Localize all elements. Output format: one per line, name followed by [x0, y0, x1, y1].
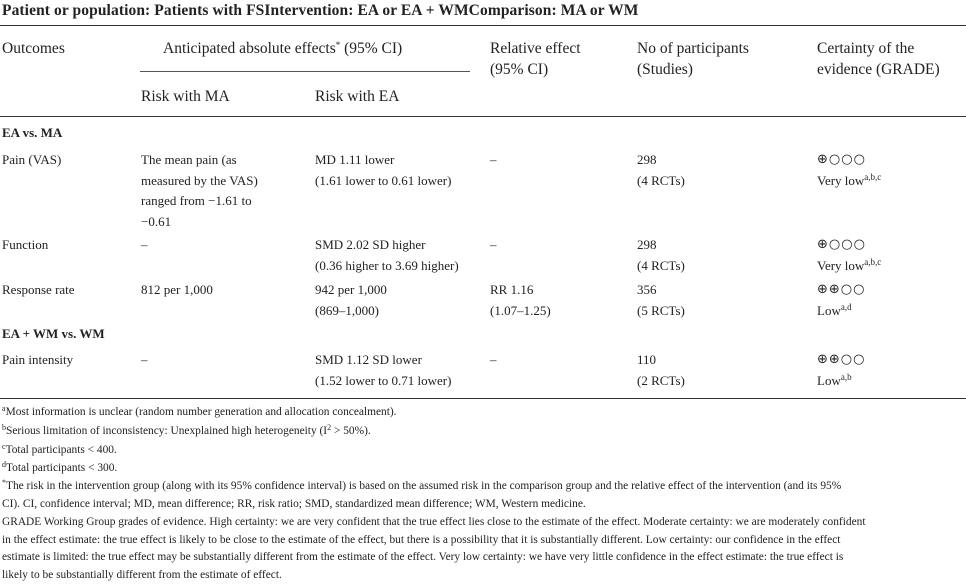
row-2-risk-ea-line: (869–1,000) — [315, 302, 379, 318]
row-1-risk-ma: – — [141, 237, 148, 252]
footnote-a-text: Most information is unclear (random number generation and allocation concealment). — [5, 406, 397, 418]
certainty-rating-icons: ⊕⊕○○ — [817, 282, 866, 297]
header-relative-effect — [490, 38, 581, 80]
row-0-risk-ea — [315, 150, 451, 191]
row-1-risk-ea — [315, 235, 459, 276]
row-0-risk-ea-line: (1.61 lower to 0.61 lower) — [315, 172, 452, 188]
row-0-outcome: Pain (VAS) — [2, 152, 62, 167]
row-3-certainty-sup: a,b — [840, 371, 852, 382]
footnote-d-mark: d — [2, 460, 6, 469]
row-3-participants — [637, 350, 685, 391]
header-risk-ma: Risk with MA — [141, 88, 230, 105]
footnote-grade-line: estimate is limited: the true effect may be substantially different from the estimate of the effect. Very low certainty: we have very little confidence in the effect estimate: the true effect is — [2, 551, 844, 563]
footnote-b-mark: b — [2, 423, 6, 432]
footnote-grade-line: likely to be substantially different from the estimate of effect. — [2, 568, 282, 581]
row-3-certainty-label: Low — [817, 372, 841, 388]
row-3-relative: – — [490, 352, 497, 367]
row-0-certainty-label: Very low — [817, 172, 865, 188]
footnote-c-mark: c — [2, 442, 6, 451]
footnote-grade-line: GRADE Working Group grades of evidence. High certainty: we are very confident that the true effect lies close to the estimate of the effect. Moderate certainty: we are moderately confident — [2, 516, 866, 528]
table-caption: Patient or population: Patients with FSIntervention: EA or EA + WMComparison: MA or WM — [2, 2, 639, 19]
footnote-b-text-sup: 2 — [327, 423, 332, 432]
row-0-participants — [637, 150, 685, 191]
row-1-risk-ea-line: (0.36 higher to 3.69 higher) — [315, 257, 459, 273]
row-2-risk-ma: 812 per 1,000 — [141, 282, 213, 297]
row-0-relative: – — [490, 152, 497, 167]
header-group-rule — [140, 71, 470, 72]
row-1-outcome: Function — [2, 237, 49, 252]
row-0-risk-ma-line: ranged from −1.61 to — [141, 193, 252, 208]
row-0-participants-studies: (4 RCTs) — [637, 172, 685, 188]
row-1-relative: – — [490, 237, 497, 252]
footnote-b-text-1: Serious limitation of inconsistency: Unexplained high heterogeneity (I — [6, 425, 328, 437]
section-ea-vs-ma: EA vs. MA — [2, 125, 63, 140]
row-3-participants-count: 110 — [637, 352, 657, 367]
header-relative-line1: Relative effect — [490, 40, 581, 57]
table-bottom-rule — [0, 398, 966, 399]
footnote-d-text: Total participants < 300. — [6, 462, 118, 474]
header-participants-line2: (Studies) — [637, 61, 693, 78]
footnote-c — [2, 442, 964, 460]
row-3-risk-ea — [315, 350, 451, 391]
row-0-risk-ma — [141, 150, 258, 232]
row-0-participants-count: 298 — [637, 152, 657, 167]
row-2-participants-count: 356 — [637, 282, 657, 297]
row-3-certainty — [817, 350, 865, 391]
footnote-a-mark: a — [2, 404, 6, 413]
row-2-relative-line: RR 1.16 — [490, 282, 534, 297]
row-3-certainty-label-line — [817, 371, 865, 392]
header-participants-line1: No of participants — [637, 40, 749, 57]
row-3-risk-ma: – — [141, 352, 148, 367]
header-anticipated-text: Anticipated absolute effects — [163, 40, 336, 57]
row-0-certainty — [817, 150, 881, 191]
header-relative-line2: (95% CI) — [490, 61, 549, 78]
row-0-risk-ma-line: measured by the VAS) — [141, 172, 258, 188]
footnote-star-line1 — [2, 478, 964, 496]
row-2-relative — [490, 280, 551, 321]
row-1-certainty-label-line — [817, 256, 881, 277]
header-participants — [637, 38, 749, 80]
footnote-star — [2, 478, 964, 513]
footnote-star-mark: * — [2, 478, 6, 487]
header-bottom-rule — [0, 116, 966, 117]
row-3-risk-ea-line: SMD 1.12 SD lower — [315, 352, 422, 367]
row-2-certainty — [817, 280, 865, 321]
row-0-risk-ma-line: −0.61 — [141, 213, 172, 229]
row-0-certainty-label-line — [817, 171, 881, 192]
row-1-participants-studies: (4 RCTs) — [637, 257, 685, 273]
footnote-d — [2, 460, 964, 478]
row-2-participants — [637, 280, 685, 321]
row-1-certainty-label: Very low — [817, 257, 865, 273]
footnote-a — [2, 404, 964, 422]
footnote-c-text: Total participants < 400. — [5, 444, 117, 456]
row-2-risk-ea — [315, 280, 387, 321]
certainty-rating-icons: ⊕○○○ — [817, 237, 866, 252]
row-3-participants-studies: (2 RCTs) — [637, 372, 685, 388]
row-0-risk-ma-line: The mean pain (as — [141, 152, 237, 167]
footnote-grade-line: in the effect estimate: the true effect is likely to be close to the estimate of the effect, but there is a possibility that it is substantially different. Low certainty: our confidence in the effect — [2, 533, 841, 546]
header-certainty — [817, 38, 940, 80]
header-certainty-line1: Certainty of the — [817, 40, 915, 57]
row-3-outcome: Pain intensity — [2, 352, 74, 367]
top-rule — [0, 25, 966, 26]
row-1-certainty-sup: a,b,c — [864, 256, 882, 267]
header-anticipated-ci: (95% CI) — [340, 40, 403, 57]
row-2-risk-ea-line: 942 per 1,000 — [315, 282, 387, 297]
row-2-participants-studies: (5 RCTs) — [637, 302, 685, 318]
row-2-relative-line: (1.07–1.25) — [490, 302, 551, 318]
header-anticipated-sup: * — [335, 40, 341, 50]
header-anticipated-effects — [163, 38, 402, 59]
row-2-outcome: Response rate — [2, 282, 75, 297]
row-0-certainty-sup: a,b,c — [864, 171, 882, 182]
footnote-b-text-2: > 50%). — [331, 425, 371, 437]
row-2-certainty-sup: a,d — [840, 301, 852, 312]
footnote-grade — [2, 514, 964, 584]
section-ea-wm-vs-wm: EA + WM vs. WM — [2, 326, 105, 341]
footnote-b — [2, 423, 964, 441]
row-2-certainty-label: Low — [817, 302, 841, 318]
footnote-star-line2: CI). CI, confidence interval; MD, mean difference; RR, risk ratio; SMD, standardized mean difference; WM, Western medicine. — [2, 497, 586, 510]
header-outcomes: Outcomes — [2, 40, 65, 57]
row-2-certainty-label-line — [817, 301, 865, 322]
row-0-risk-ea-line: MD 1.11 lower — [315, 152, 395, 167]
row-3-risk-ea-line: (1.52 lower to 0.71 lower) — [315, 372, 452, 388]
row-1-certainty — [817, 235, 881, 276]
row-1-risk-ea-line: SMD 2.02 SD higher — [315, 237, 426, 252]
footnote-star-text-1: The risk in the intervention group (along with its 95% confidence interval) is based on the assumed risk in the comparison group and the relative effect of the intervention (and its 95% — [6, 480, 842, 492]
row-1-participants — [637, 235, 685, 276]
header-certainty-line2: evidence (GRADE) — [817, 61, 940, 78]
row-1-participants-count: 298 — [637, 237, 657, 252]
header-risk-ea: Risk with EA — [315, 88, 400, 105]
certainty-rating-icons: ⊕○○○ — [817, 152, 866, 167]
certainty-rating-icons: ⊕⊕○○ — [817, 352, 866, 367]
